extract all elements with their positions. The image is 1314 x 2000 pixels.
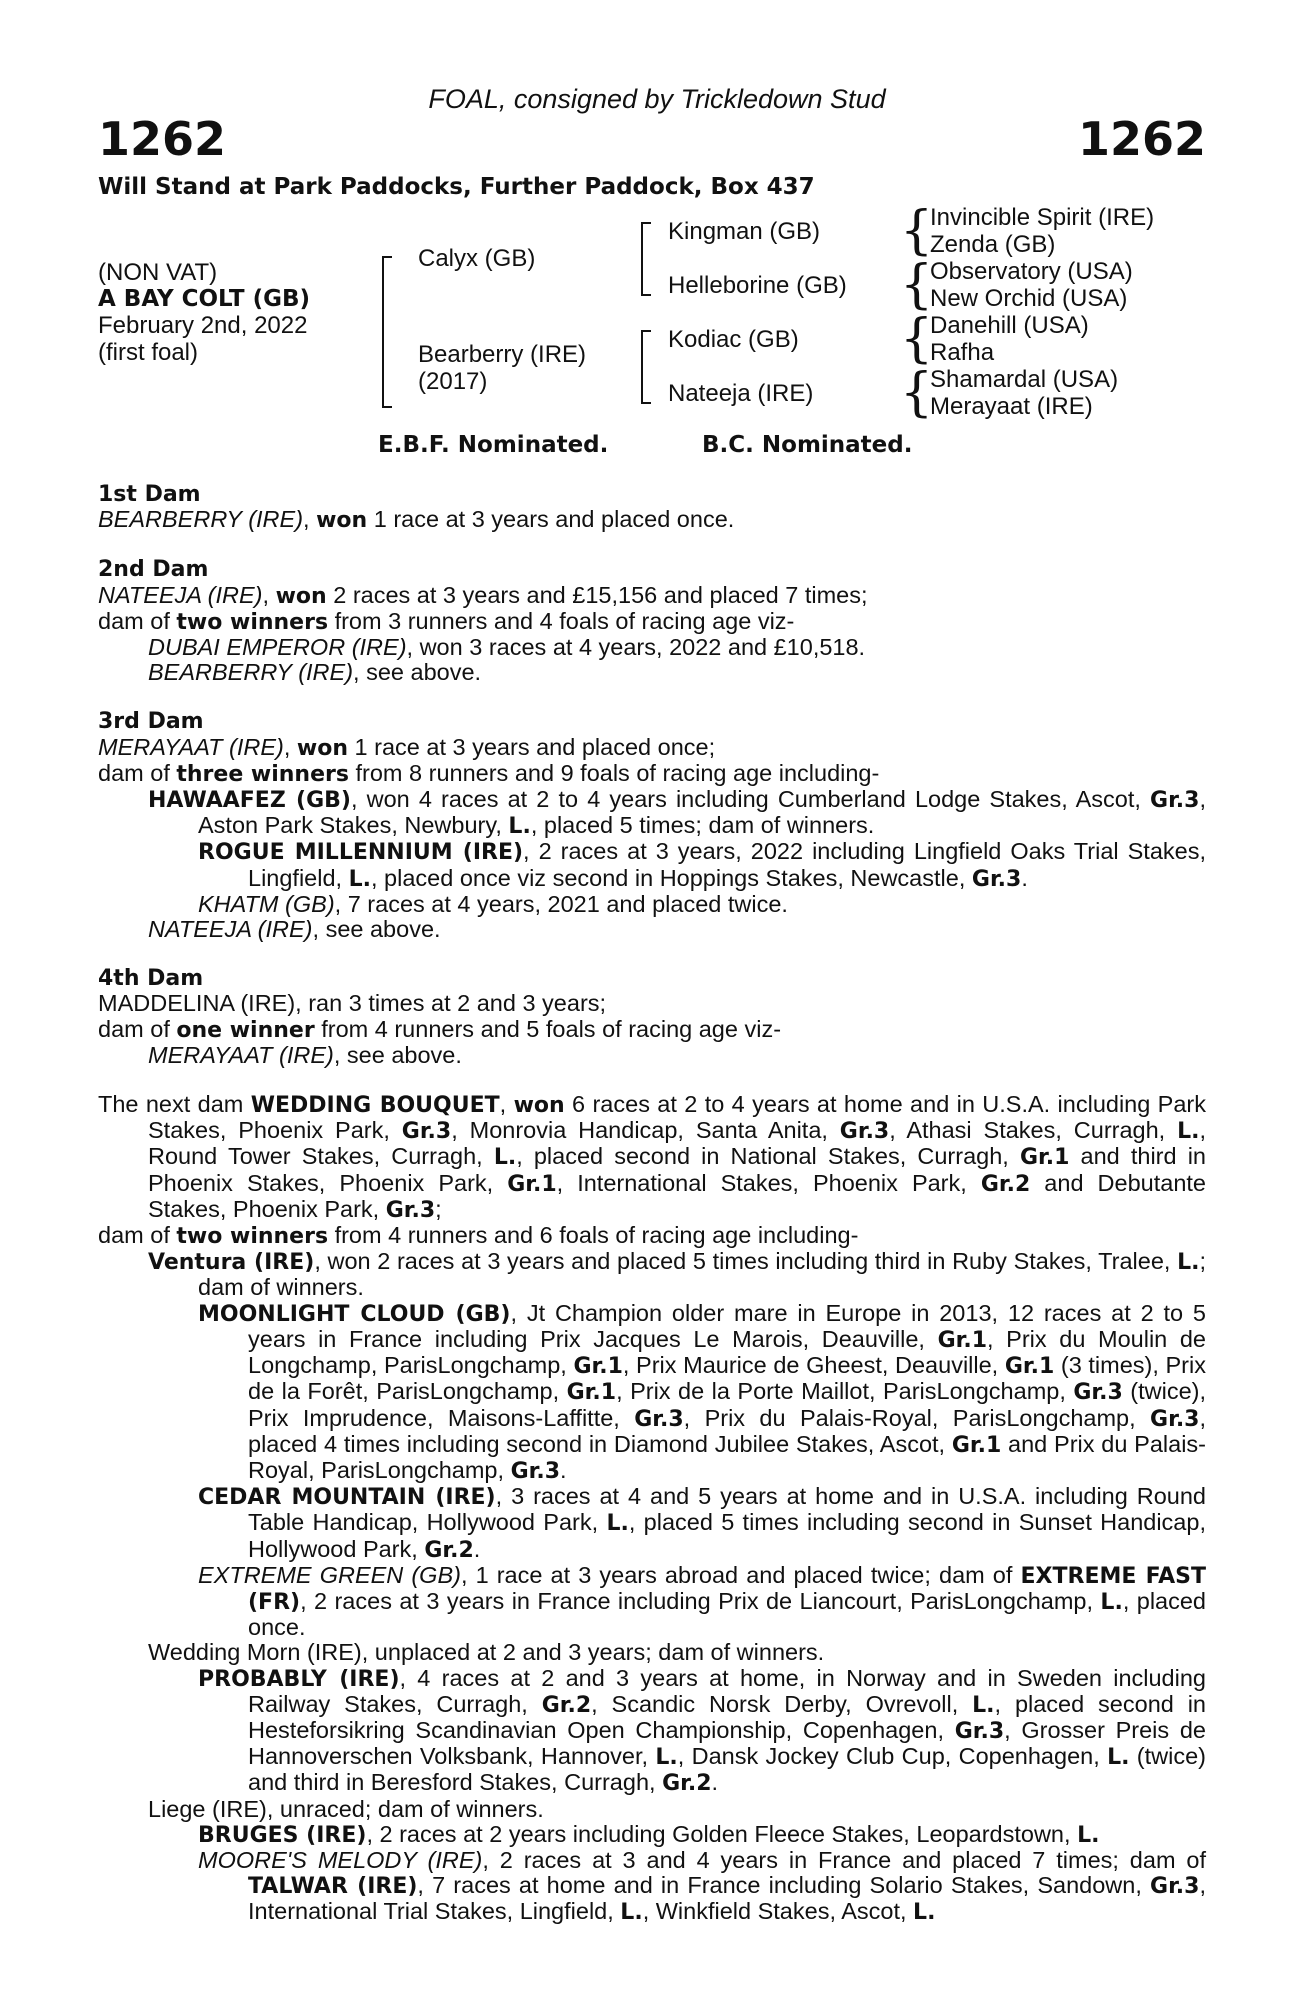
produce-record: , placed 5 times including second in Sunset Handicap, Hollywood Park, xyxy=(248,1509,1206,1562)
next-dam-paragraph xyxy=(98,1092,1206,1223)
lot-number-left: 1262 xyxy=(98,112,227,166)
produce-entry xyxy=(98,1563,1206,1641)
fourth-dam-line: MADDELINA (IRE), ran 3 times at 2 and 3 years; xyxy=(98,990,607,1017)
foaling-date: February 2nd, 2022 xyxy=(98,312,308,339)
fourth-dam-produce-summary xyxy=(98,1017,1206,1043)
lot-number-right: 1262 xyxy=(1077,112,1206,166)
second-dam-record: 2 races at 3 years and £15,156 and placed 7 times; xyxy=(326,581,868,608)
listed-label: L. xyxy=(972,1692,995,1718)
produce-name: CEDAR MOUNTAIN (IRE) xyxy=(198,1485,496,1511)
dam-of-label: dam of xyxy=(98,607,177,634)
second-dam-name: NATEEJA (IRE) xyxy=(98,581,263,608)
horse-name: A BAY COLT (GB) xyxy=(98,286,311,312)
produce-entry xyxy=(98,1484,1206,1563)
listed-label: L. xyxy=(620,1900,643,1926)
brace-1: { xyxy=(900,201,934,261)
grandsire-2: Observatory (USA) xyxy=(930,258,1133,285)
listed-label: L. xyxy=(493,1145,517,1171)
grade-label: Gr.1 xyxy=(573,1354,623,1380)
text-run: , Athasi Stakes, Curragh, xyxy=(889,1117,1178,1144)
produce-record: , Dansk Jockey Club Cup, Copenhagen, xyxy=(677,1743,1108,1770)
runners-summary: from 3 runners and 4 foals of racing age viz- xyxy=(328,607,795,634)
produce-record: , Prix du Palais-Royal, ParisLongchamp, xyxy=(683,1404,1151,1431)
produce-name: Ventura (IRE) xyxy=(148,1250,315,1276)
listed-label: L. xyxy=(655,1745,678,1771)
grandsire-1: Invincible Spirit (IRE) xyxy=(930,204,1155,231)
produce-record: , 1 race at 3 years abroad and placed twice; dam of xyxy=(460,1561,1021,1588)
grade-label: Gr.3 xyxy=(839,1119,890,1145)
produce-entry xyxy=(98,1301,1206,1484)
bracket-generation-1 xyxy=(382,256,396,408)
produce-name: MERAYAAT (IRE) xyxy=(148,1041,334,1068)
text-run: and third in Phoenix Stakes, Phoenix Park, xyxy=(148,1143,1206,1196)
winners-count: one winner xyxy=(176,1017,315,1043)
produce-record: . xyxy=(1021,864,1028,891)
produce-record: , Aston Park Stakes, Newbury, xyxy=(198,786,1206,839)
grade-label: Gr.1 xyxy=(507,1171,557,1197)
consignment-line: FOAL, consigned by Trickledown Stud xyxy=(428,84,886,114)
text-run: and Debutante Stakes, Phoenix Park, xyxy=(148,1169,1206,1222)
produce-name: BRUGES (IRE) xyxy=(198,1822,367,1848)
listed-label: L. xyxy=(1107,1745,1130,1771)
grade-label: Gr.2 xyxy=(662,1771,712,1797)
winners-count: two winners xyxy=(176,609,329,635)
grade-label: Gr.1 xyxy=(566,1380,617,1406)
produce-record: and Prix du Palais-Royal, ParisLongchamp, xyxy=(248,1430,1206,1483)
sire-name: Calyx (GB) xyxy=(418,245,536,272)
produce-record: , 3 races at 4 and 5 years at home and in U.S.A. including Round Table Handicap, Hollywood Park, xyxy=(248,1483,1207,1536)
first-dam-record: 1 race at 3 years and placed once. xyxy=(367,506,735,533)
produce-record: , 4 races at 2 and 3 years at home, in Norway and in Sweden including Railway Stakes, Curragh, xyxy=(248,1664,1206,1717)
produce-record: , Jt Champion older mare in Europe in 2013, 12 races at 2 to 5 years in France including Prix Jacques Le Marois, Deauville, xyxy=(248,1299,1206,1352)
dam-name: Bearberry (IRE) xyxy=(418,341,587,368)
grade-label: Gr.3 xyxy=(401,1119,452,1145)
second-dam-line: NATEEJA (IRE), won 2 races at 3 years and £15,156 and placed 7 times; xyxy=(98,581,868,609)
third-dam-produce-summary xyxy=(98,761,1206,787)
vat-status: (NON VAT) xyxy=(98,259,218,286)
produce-record: . xyxy=(560,1456,567,1483)
dam-of-label: dam of xyxy=(98,1222,177,1249)
fourth-dam-heading: 4th Dam xyxy=(98,966,204,992)
produce-record: , 7 races at 4 years, 2021 and placed twice. xyxy=(334,890,788,917)
grade-label: Gr.2 xyxy=(424,1537,474,1563)
won-label: won xyxy=(316,508,368,534)
text-run: , International Stakes, Phoenix Park, xyxy=(556,1169,981,1196)
produce-record: , 7 races at home and in France including Solario Stakes, Sandown, xyxy=(417,1872,1151,1899)
won-label: won xyxy=(275,583,327,609)
produce-name: EXTREME GREEN (GB) xyxy=(198,1561,461,1588)
runners-summary: from 8 runners and 9 foals of racing age including- xyxy=(348,759,880,786)
third-dam-record: 1 race at 3 years and placed once; xyxy=(348,733,716,760)
next-dam-intro: The next dam xyxy=(98,1091,251,1118)
produce-record: , placed once viz second in Hoppings Stakes, Newcastle, xyxy=(371,864,972,891)
produce-record: , see above. xyxy=(312,916,441,943)
text-run: 6 races at 2 to 4 years at home and in U.S.A. including Park Stakes, Phoenix Park, xyxy=(148,1091,1207,1144)
produce-record: , 2 races at 2 years including Golden Fleece Stakes, Leopardstown, xyxy=(366,1820,1078,1847)
produce-record: , 2 races at 3 years in France including Prix de Liancourt, ParisLongchamp, xyxy=(300,1587,1101,1614)
bracket-sire-line xyxy=(641,222,655,296)
produce-record: , Prix du Moulin de Longchamp, ParisLongchamp, xyxy=(248,1325,1206,1379)
won-label: won xyxy=(296,735,349,761)
granddam-3: Rafha xyxy=(930,339,995,366)
third-dam-heading: 3rd Dam xyxy=(98,709,204,735)
winners-count: three winners xyxy=(176,761,349,787)
dam-dam-name: Nateeja (IRE) xyxy=(668,380,814,407)
text-run: , xyxy=(499,1091,514,1118)
brace-4: { xyxy=(900,363,934,423)
grade-label: Gr.3 xyxy=(1150,1406,1200,1432)
produce-entry xyxy=(98,1848,1206,1926)
granddam-1: Zenda (GB) xyxy=(930,231,1056,258)
first-dam-line: BEARBERRY (IRE), won 1 race at 3 years and placed once. xyxy=(98,506,735,534)
listed-label: L. xyxy=(1077,1822,1100,1848)
dam-year: (2017) xyxy=(418,368,488,395)
grade-label: Gr.3 xyxy=(1150,1874,1200,1900)
produce-entry xyxy=(98,917,1206,942)
produce-record: , see above. xyxy=(353,659,482,686)
grade-label: Gr.3 xyxy=(971,866,1022,892)
produce-record: , Winkfield Stakes, Ascot, xyxy=(642,1898,914,1925)
text-run: ; xyxy=(435,1195,442,1222)
produce-entry xyxy=(98,1666,1206,1797)
listed-label: L. xyxy=(348,866,371,892)
produce-entry xyxy=(98,787,1206,839)
listed-label: L. xyxy=(606,1511,629,1537)
produce-name: TALWAR (IRE) xyxy=(248,1874,418,1900)
grade-label: Gr.3 xyxy=(510,1458,560,1484)
produce-record: , International Trial Stakes, Lingfield, xyxy=(248,1872,1206,1925)
catalogue-body xyxy=(98,482,1206,1926)
produce-name: EXTREME FAST (FR) xyxy=(248,1563,1206,1615)
produce-entry: Liege (IRE), unraced; dam of winners. xyxy=(148,1795,544,1822)
winners-count: two winners xyxy=(176,1224,329,1250)
produce-record: . xyxy=(473,1535,481,1562)
bracket-dam-line xyxy=(641,330,655,404)
produce-entry xyxy=(98,892,1206,917)
produce-record: , 2 races at 3 years, 2022 including Lingfield Oaks Trial Stakes, Lingfield, xyxy=(248,838,1206,891)
grade-label: Gr.3 xyxy=(1150,788,1200,814)
brace-2: { xyxy=(900,255,934,315)
listed-label: L. xyxy=(1100,1589,1123,1615)
grade-label: Gr.3 xyxy=(385,1197,436,1223)
stand-location: Will Stand at Park Paddocks, Further Paddock, Box 437 xyxy=(98,174,815,200)
produce-name: DUBAI EMPEROR (IRE) xyxy=(148,634,407,661)
produce-record: ; dam of winners. xyxy=(198,1248,1206,1301)
produce-name: ROGUE MILLENNIUM (IRE) xyxy=(198,840,524,866)
next-dam-produce-summary xyxy=(98,1223,1206,1249)
runners-summary: from 4 runners and 6 foals of racing age including- xyxy=(328,1222,859,1249)
produce-record: , Prix de la Porte Maillot, ParisLongchamp, xyxy=(616,1378,1074,1405)
grade-label: Gr.1 xyxy=(951,1432,1002,1458)
dam-sire-name: Kodiac (GB) xyxy=(668,326,799,353)
grade-label: Gr.3 xyxy=(1073,1380,1123,1406)
grade-label: Gr.1 xyxy=(1004,1354,1055,1380)
grade-label: Gr.2 xyxy=(541,1692,592,1718)
grade-label: Gr.3 xyxy=(634,1406,684,1432)
next-dam-name: WEDDING BOUQUET xyxy=(250,1093,500,1119)
produce-record: , won 3 races at 4 years, 2022 and £10,518. xyxy=(406,634,866,661)
produce-entry xyxy=(98,1043,1206,1068)
produce-name: BEARBERRY (IRE) xyxy=(148,659,354,686)
grade-label: Gr.1 xyxy=(1019,1145,1070,1171)
listed-label: L. xyxy=(913,1900,936,1926)
produce-record: (twice), Prix Imprudence, Maisons-Laffitte, xyxy=(248,1378,1206,1431)
runners-summary: from 4 runners and 5 foals of racing age viz- xyxy=(314,1015,782,1042)
grade-label: Gr.1 xyxy=(937,1327,988,1353)
bc-nominated: B.C. Nominated. xyxy=(702,432,913,458)
text-run: , placed second in National Stakes, Curragh, xyxy=(516,1143,1020,1170)
produce-entry xyxy=(98,1822,1206,1848)
produce-record: , placed once. xyxy=(248,1587,1206,1641)
listed-label: L. xyxy=(1177,1119,1200,1145)
granddam-4: Merayaat (IRE) xyxy=(930,393,1093,420)
produce-name: MOONLIGHT CLOUD (GB) xyxy=(198,1301,511,1327)
sire-dam-name: Helleborine (GB) xyxy=(668,272,847,299)
produce-record: , placed 5 times; dam of winners. xyxy=(530,812,875,839)
grandsire-3: Danehill (USA) xyxy=(930,312,1089,339)
produce-entry xyxy=(98,635,1206,660)
listed-label: L. xyxy=(1177,1250,1200,1276)
third-dam-line: MERAYAAT (IRE), won 1 race at 3 years and placed once; xyxy=(98,733,716,761)
foal-note: (first foal) xyxy=(98,339,199,366)
produce-record: , placed second in Hesteforsikring Scandinavian Open Championship, Copenhagen, xyxy=(248,1690,1206,1743)
produce-name: NATEEJA (IRE) xyxy=(148,916,313,943)
produce-name: HAWAAFEZ (GB) xyxy=(148,788,351,814)
produce-record: , won 4 races at 2 to 4 years including Cumberland Lodge Stakes, Ascot, xyxy=(350,786,1151,813)
third-dam-name: MERAYAAT (IRE) xyxy=(98,733,284,760)
produce-name: KHATM (GB) xyxy=(198,890,335,917)
granddam-2: New Orchid (USA) xyxy=(930,285,1128,312)
produce-entry xyxy=(98,839,1206,891)
ebf-nominated: E.B.F. Nominated. xyxy=(378,432,609,458)
grandsire-4: Shamardal (USA) xyxy=(930,366,1119,393)
produce-record: , won 2 races at 3 years and placed 5 times including third in Ruby Stakes, Tralee, xyxy=(314,1248,1178,1275)
produce-record: , Grosser Preis de Hannoverschen Volksbank, Hannover, xyxy=(248,1716,1206,1770)
first-dam-name: BEARBERRY (IRE) xyxy=(98,506,304,533)
produce-record: , see above. xyxy=(333,1041,462,1068)
grade-label: Gr.3 xyxy=(954,1718,1005,1744)
text-run: , Round Tower Stakes, Curragh, xyxy=(148,1117,1206,1170)
produce-name: PROBABLY (IRE) xyxy=(198,1666,400,1692)
produce-record: , 2 races at 3 and 4 years in France and placed 7 times; dam of xyxy=(482,1846,1206,1873)
produce-record: , Prix Maurice de Gheest, Deauville, xyxy=(622,1352,1005,1379)
produce-entry: Wedding Morn (IRE), unplaced at 2 and 3 years; dam of winners. xyxy=(148,1639,825,1666)
second-dam-heading: 2nd Dam xyxy=(98,557,209,583)
first-dam-heading: 1st Dam xyxy=(98,482,201,507)
produce-record: (twice) and third in Beresford Stakes, Curragh, xyxy=(248,1743,1206,1796)
produce-record: , placed 4 times including second in Diamond Jubilee Stakes, Ascot, xyxy=(248,1404,1207,1457)
brace-3: { xyxy=(900,309,934,369)
dam-of-label: dam of xyxy=(98,1015,177,1042)
produce-entry xyxy=(98,660,1206,685)
dam-of-label: dam of xyxy=(98,759,177,786)
won-label: won xyxy=(513,1093,565,1119)
produce-record: . xyxy=(711,1769,719,1796)
grade-label: Gr.2 xyxy=(980,1171,1031,1197)
produce-record: (3 times), Prix de la Forêt, ParisLongchamp, xyxy=(248,1352,1206,1405)
sire-sire-name: Kingman (GB) xyxy=(668,218,821,245)
second-dam-produce-summary xyxy=(98,609,1206,635)
produce-record: , Scandic Norsk Derby, Ovrevoll, xyxy=(591,1690,973,1717)
produce-name: MOORE'S MELODY (IRE) xyxy=(198,1846,483,1873)
text-run: , Monrovia Handicap, Santa Anita, xyxy=(451,1117,840,1144)
produce-entry xyxy=(98,1249,1206,1300)
listed-label: L. xyxy=(508,814,531,840)
